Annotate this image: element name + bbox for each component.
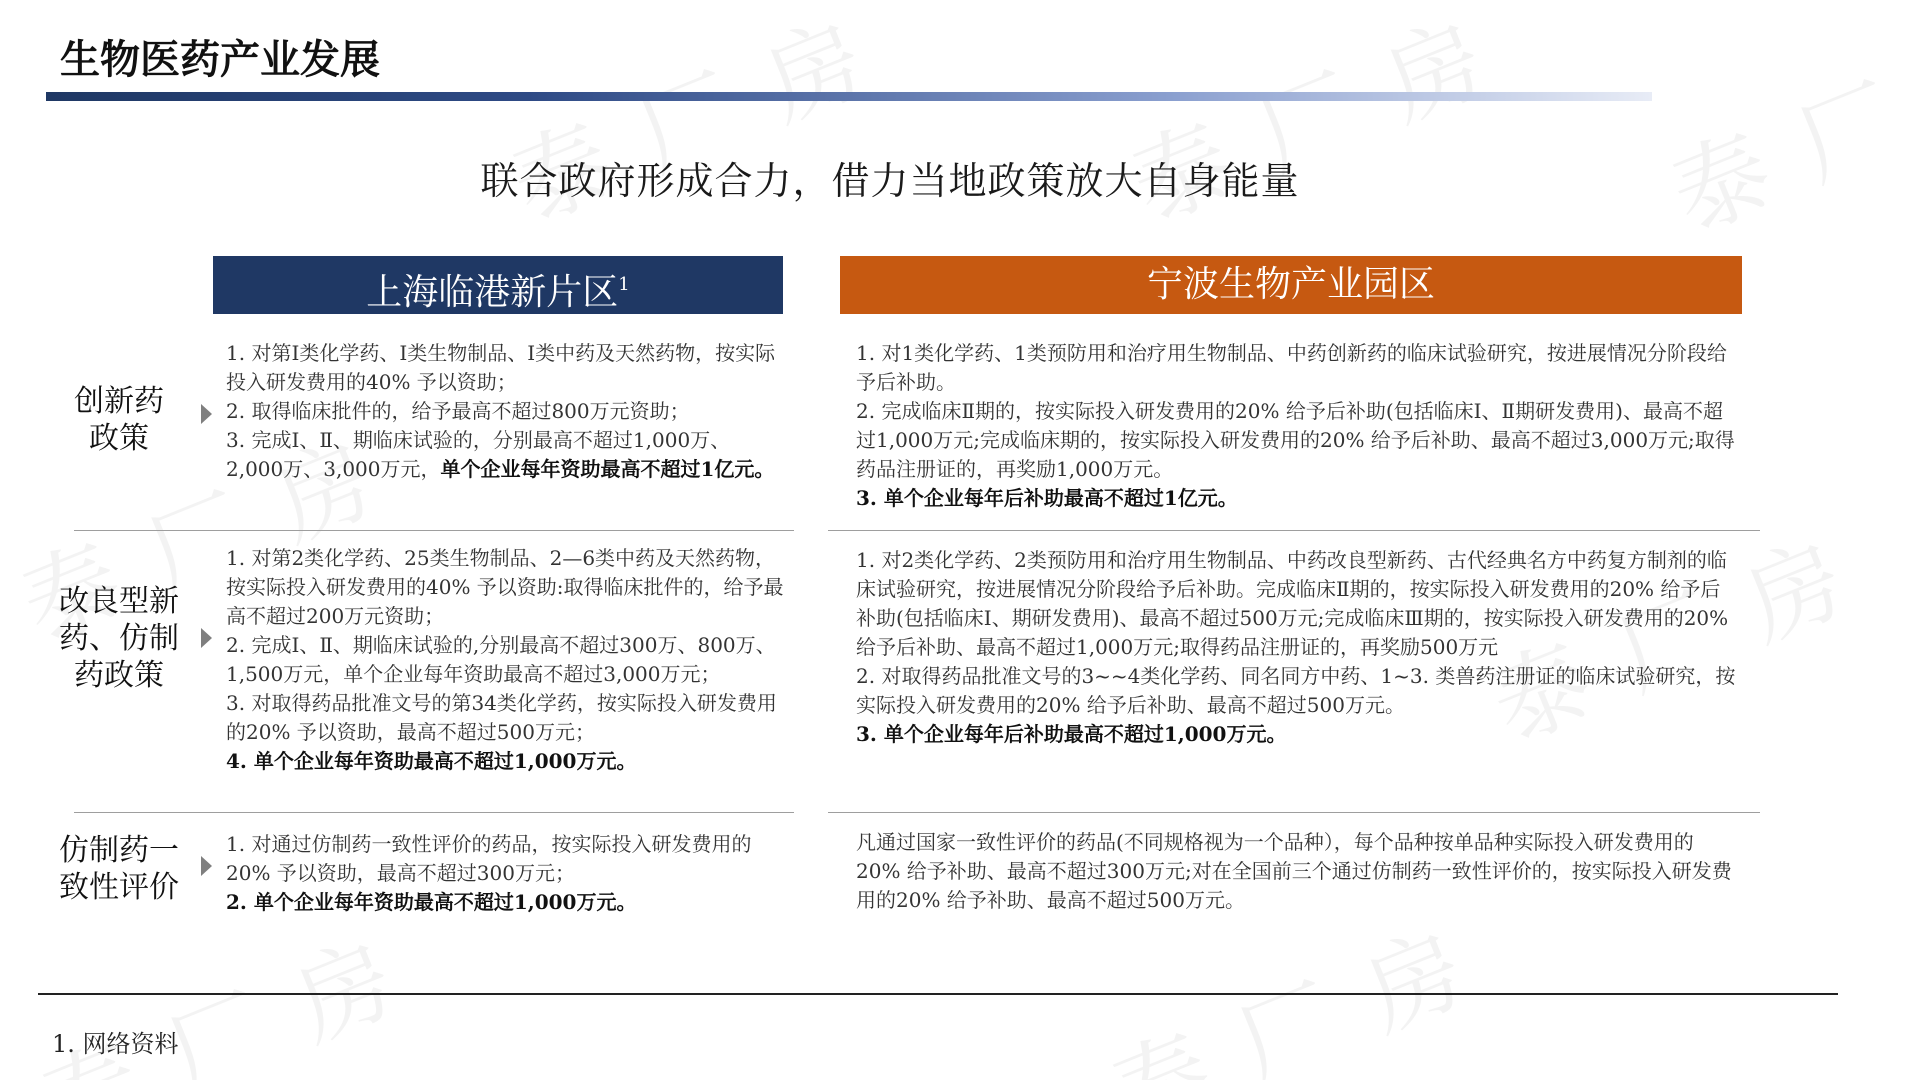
policy-item-group [226, 426, 786, 484]
policy-item: 2. 取得临床批件的，给予最高不超过800万元资助； [226, 399, 690, 423]
watermark [1649, 0, 1920, 258]
policy-item-bold: 4. 单个企业每年资助最高不超过1,000万元。 [226, 749, 637, 773]
row-label-improved-drug [48, 583, 190, 694]
column-header-shanghai-title: 上海临港新片区 [366, 272, 619, 313]
policy-item: 1. 对通过仿制药一致性评价的药品，按实际投入研发费用的20% 予以资助，最高不超过300万元； [226, 832, 752, 885]
footnote: 1. 网络资料 [52, 1030, 179, 1058]
row-label-innovative-drug [48, 383, 190, 457]
policy-item: 1. 对2类化学药、2类预防用和治疗用生物制品、中药改良型新药、古代经典名方中药复方制剂的临床试验研究，按进展情况分阶段给予后补助。完成临床Ⅱ期的，按实际投入研发费用的20% 给予后补助(包括临床Ⅰ、期研发费用)、最高不超过500万元;完成临床Ⅲ期的，按实际投入研发费用的20% 给予后补助、最高不超过1,000万元;取得药品注册证的，再奖励500万元 [856, 548, 1729, 659]
policy-item: 2. 完成Ⅰ、Ⅱ、期临床试验的,分别最高不超过300万、800万、1,500万元，单个企业每年资助最高不超过3,000万元； [226, 633, 776, 686]
policy-item: 3. 完成Ⅰ、Ⅱ、期临床试验的，分别最高不超过1,000万、2,000万、3,000万元， [226, 428, 731, 481]
row-label-line: 创新药 [74, 384, 164, 419]
ningbo-generic-policy [856, 828, 1736, 915]
policy-item-bold: 单个企业每年资助最高不超过1亿元。 [440, 457, 775, 481]
shanghai-improved-policy [226, 544, 786, 776]
column-header-ningbo: 宁波生物产业园区 [840, 256, 1742, 314]
policy-item: 1. 对第Ⅰ类化学药、Ⅰ类生物制品、Ⅰ类中药及天然药物，按实际投入研发费用的40% 予以资助； [226, 341, 776, 394]
shanghai-innovative-policy [226, 339, 786, 484]
row-arrow-icon [201, 628, 212, 648]
row-arrow-icon [201, 404, 212, 424]
row-label-line: 致性评价 [59, 870, 179, 905]
row-label-line: 政策 [89, 421, 149, 456]
policy-item: 2. 对取得药品批准文号的3~~4类化学药、同名同方中药、1~3. 类兽药注册证的临床试验研究，按实际投入研发费用的20% 给予后补助、最高不超过500万元。 [856, 664, 1736, 717]
row-label-line: 药政策 [74, 658, 164, 693]
policy-item-bold: 2. 单个企业每年资助最高不超过1,000万元。 [226, 890, 637, 914]
ningbo-innovative-policy [856, 339, 1736, 513]
policy-item: 凡通过国家一致性评价的药品(不同规格视为一个品种），每个品种按单品种实际投入研发费用的20% 给予补助、最高不超过300万元;对在全国前三个通过仿制药一致性评价的，按实际投入研发费用的20% 给予补助、最高不超过500万元。 [856, 830, 1732, 912]
row-label-line: 药、仿制 [59, 621, 179, 656]
shanghai-generic-policy [226, 830, 786, 917]
column-header-shanghai [213, 256, 783, 314]
policy-item-bold: 3. 单个企业每年后补助最高不超过1亿元。 [856, 486, 1238, 510]
policy-item: 1. 对第2类化学药、25类生物制品、2—6类中药及天然药物，按实际投入研发费用的40% 予以资助:取得临床批件的，给予最高不超过200万元资助； [226, 546, 784, 628]
policy-item-bold: 3. 单个企业每年后补助最高不超过1,000万元。 [856, 722, 1287, 746]
row-label-line: 改良型新 [59, 584, 179, 619]
page-title: 生物医药产业发展 [60, 36, 380, 83]
headline: 联合政府形成合力，借力当地政策放大自身能量 [480, 159, 1300, 203]
row-label-line: 仿制药一 [59, 833, 179, 868]
policy-item: 2. 完成临床Ⅱ期的，按实际投入研发费用的20% 给予后补助(包括临床Ⅰ、Ⅱ期研发费用)、最高不超过1,000万元;完成临床期的，按实际投入研发费用的20% 给予后补助、最高不超过3,000万元;取得药品注册证的，再奖励1,000万元。 [856, 399, 1735, 481]
row-divider [828, 812, 1760, 813]
watermark [489, 0, 919, 248]
ningbo-improved-policy [856, 546, 1736, 749]
row-label-generic-consistency [48, 832, 190, 906]
footnote-marker: 1 [618, 274, 630, 295]
policy-item: 3. 对取得药品批准文号的第34类化学药，按实际投入研发费用的20% 予以资助，最高不超过500万元； [226, 691, 777, 744]
policy-item: 1. 对1类化学药、1类预防用和治疗用生物制品、中药创新药的临床试验研究，按进展情况分阶段给予后补助。 [856, 341, 1727, 394]
watermark [1109, 0, 1539, 248]
row-divider [74, 812, 794, 813]
title-underline-bar [46, 92, 1652, 101]
footer-divider [38, 993, 1838, 995]
row-divider [74, 530, 794, 531]
row-arrow-icon [201, 856, 212, 876]
row-divider [828, 530, 1760, 531]
